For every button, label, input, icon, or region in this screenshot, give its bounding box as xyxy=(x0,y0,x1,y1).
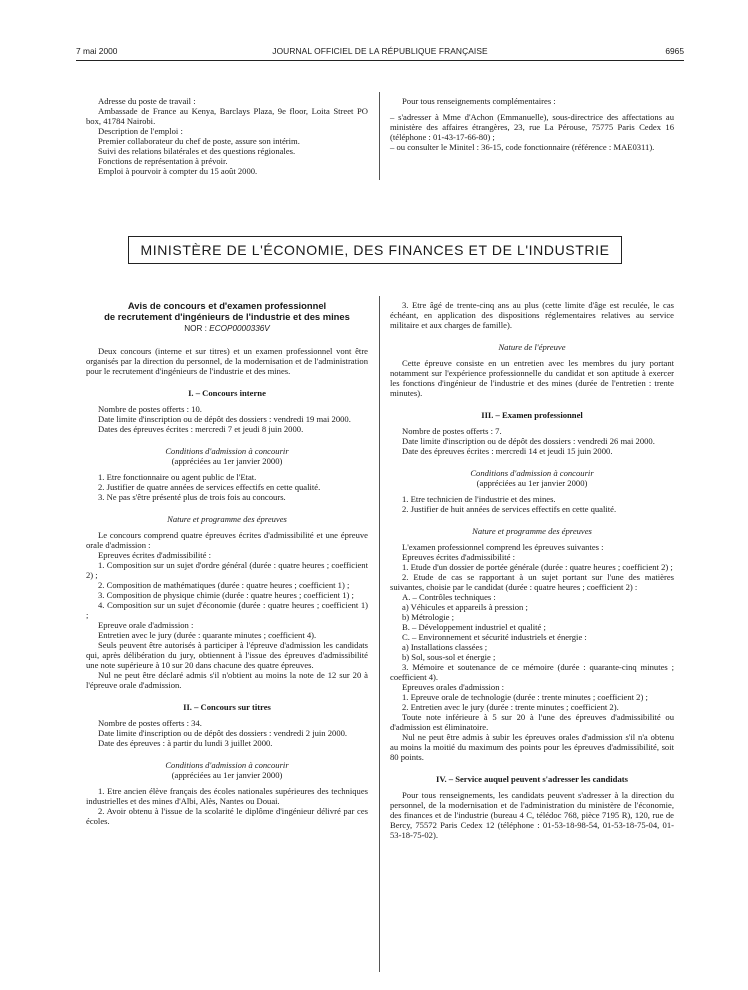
text-line: Nul ne peut être admis à subir les épreuves orales d'admission s'il n'a obtenu au moins la moitié du maximum des points pour les épreuves d'admissibilité, soit 80 points. xyxy=(390,732,674,762)
list-item: b) Sol, sous-sol et énergie ; xyxy=(402,652,496,662)
list-item: 1. Composition sur un sujet d'ordre général (durée : quatre heures ; coefficient 2) ; xyxy=(86,560,368,580)
page-number: 6965 xyxy=(665,46,684,56)
list-item: 1. Etude d'un dossier de portée générale (durée : quatre heures ; coefficient 2) ; xyxy=(402,562,673,572)
list-item: 3. Etre âgé de trente-cinq ans au plus (cette limite d'âge est reculée, le cas échéant, en application des dispositions réglementaires relatives au service militaire et aux charges de famille). xyxy=(390,300,674,330)
text-line: Pour tous renseignements, les candidats peuvent s'adresser à la direction du personnel, de la modernisation et de l'administration du ministère de l'économie, des finances et de l'industrie (bureau 4 C, télédoc 768, pièce 7195 R), 120, rue de Bercy, 75572 Paris Cedex 12 (téléphone : 01-53-18-98-54, 01-53-18-75-04, 01-53-18-75-02). xyxy=(390,790,674,840)
text-line: Suivi des relations bilatérales et des questions régionales. xyxy=(98,146,296,156)
text-line: Nul ne peut être déclaré admis s'il n'obtient au moins la note de 12 sur 20 à l'épreuve orale d'admission. xyxy=(86,670,368,690)
section-heading: III. – Examen professionnel xyxy=(481,410,583,420)
list-item: C. – Environnement et sécurité industriels et énergie : xyxy=(402,632,587,642)
main-left-column xyxy=(86,300,368,826)
list-item: 2. Entretien avec le jury (durée : trente minutes ; coefficient 2). xyxy=(402,702,619,712)
subheading-note: (appréciées au 1er janvier 2000) xyxy=(171,456,283,466)
column-divider xyxy=(379,296,380,972)
subheading: Conditions d'admission à concourir xyxy=(165,446,289,456)
list-item: 3. Composition de physique chimie (durée : quatre heures ; coefficient 1) ; xyxy=(98,590,354,600)
list-item: 1. Etre technicien de l'industrie et des mines. xyxy=(402,494,556,504)
text-line: Fonctions de représentation à prévoir. xyxy=(98,156,228,166)
text-line: Le concours comprend quatre épreuves écrites d'admissibilité et une épreuve orale d'admission : xyxy=(86,530,368,550)
column-divider xyxy=(379,92,380,180)
header-date: 7 mai 2000 xyxy=(76,46,118,56)
notice-title: de recrutement d'ingénieurs de l'industrie et des mines xyxy=(104,311,350,322)
text-line: Date des épreuves écrites : mercredi 14 et jeudi 15 juin 2000. xyxy=(402,446,613,456)
subheading: Nature et programme des épreuves xyxy=(472,526,592,536)
intro-paragraph: Deux concours (interne et sur titres) et un examen professionnel vont être organisés par la direction du personnel, de la modernisation et de l'administration pour le recrutement d'ingénieurs de l'industrie et des mines. xyxy=(86,346,368,376)
list-item: a) Installations classées ; xyxy=(402,642,488,652)
subheading: Nature de l'épreuve xyxy=(498,342,566,352)
subheading: Conditions d'admission à concourir xyxy=(165,760,289,770)
list-item: 1. Etre ancien élève français des écoles nationales supérieures des techniques industrielles et des mines d'Albi, Alès, Nantes ou Douai. xyxy=(86,786,368,806)
notice-title: Avis de concours et d'examen professionnel xyxy=(127,300,327,311)
list-item: 4. Composition sur un sujet d'économie (durée : quatre heures ; coefficient 1) ; xyxy=(86,600,368,620)
subheading: Nature et programme des épreuves xyxy=(167,514,287,524)
text-line: Cette épreuve consiste en un entretien avec les membres du jury portant notamment sur l'expérience professionnelle du candidat et son aptitude à exercer les fonctions d'ingénieur de l'industrie et des mines (durée de l'entretien : trente minutes). xyxy=(390,358,674,398)
text-line: Adresse du poste de travail : xyxy=(98,96,196,106)
nor-label: NOR : xyxy=(184,324,210,333)
list-item: 1. Etre fonctionnaire ou agent public de l'Etat. xyxy=(98,472,257,482)
list-item: 2. Justifier de quatre années de services effectifs en cette qualité. xyxy=(98,482,321,492)
text-line: Epreuve orale d'admission : xyxy=(98,620,194,630)
header-rule xyxy=(76,60,684,61)
list-item: b) Métrologie ; xyxy=(402,612,455,622)
list-item: – ou consulter le Minitel : 36-15, code fonctionnaire (référence : MAE0311). xyxy=(390,142,655,152)
text-line: Dates des épreuves écrites : mercredi 7 et jeudi 8 juin 2000. xyxy=(98,424,304,434)
text-line: Epreuves écrites d'admissibilité : xyxy=(98,550,211,560)
subheading-note: (appréciées au 1er janvier 2000) xyxy=(171,770,283,780)
list-item: 2. Etude de cas se rapportant à un sujet portant sur l'une des matières suivantes, choisie par le candidat (durée : quatre heures ; coefficient 2) : xyxy=(390,572,674,592)
text-line: Description de l'emploi : xyxy=(98,126,183,136)
section-heading: IV. – Service auquel peuvent s'adresser les candidats xyxy=(436,774,628,784)
subheading-note: (appréciées au 1er janvier 2000) xyxy=(476,478,588,488)
text-line: Seuls peuvent être autorisés à participer à l'épreuve d'admission les candidats qui, après délibération du jury, obtiennent à l'issue des épreuves d'admissibilité une note supérieure à 10 sur 20 dans chacune des quatre épreuves. xyxy=(86,640,368,670)
list-item: 2. Composition de mathématiques (durée : quatre heures ; coefficient 1) ; xyxy=(98,580,350,590)
list-item: a) Véhicules et appareils à pression ; xyxy=(402,602,528,612)
text-line: Pour tous renseignements complémentaires : xyxy=(402,96,556,106)
list-item: 2. Justifier de huit années de services effectifs en cette qualité. xyxy=(402,504,617,514)
text-line: Epreuves écrites d'admissibilité : xyxy=(402,552,515,562)
top-right-column xyxy=(390,96,674,152)
list-item: 1. Epreuve orale de technologie (durée : trente minutes ; coefficient 2) ; xyxy=(402,692,648,702)
text-line: Date des épreuves : à partir du lundi 3 juillet 2000. xyxy=(98,738,273,748)
top-left-column xyxy=(86,96,368,176)
text-line: Date limite d'inscription ou de dépôt des dossiers : vendredi 26 mai 2000. xyxy=(402,436,655,446)
nor-code: ECOP0000336V xyxy=(209,324,270,333)
list-item: 2. Avoir obtenu à l'issue de la scolarité le diplôme d'ingénieur délivré par ces écoles. xyxy=(86,806,368,826)
text-line: L'examen professionnel comprend les épreuves suivantes : xyxy=(402,542,604,552)
text-line: Ambassade de France au Kenya, Barclays Plaza, 9e floor, Loita Street PO box, 41784 Nairobi. xyxy=(86,106,368,126)
section-heading: II. – Concours sur titres xyxy=(183,702,271,712)
nor-reference xyxy=(86,324,368,334)
text-line: Date limite d'inscription ou de dépôt des dossiers : vendredi 19 mai 2000. xyxy=(98,414,351,424)
text-line: Entretien avec le jury (durée : quarante minutes ; coefficient 4). xyxy=(98,630,317,640)
text-line: Nombre de postes offerts : 34. xyxy=(98,718,202,728)
text-line: Nombre de postes offerts : 7. xyxy=(402,426,502,436)
list-item: B. – Développement industriel et qualité ; xyxy=(402,622,546,632)
subheading: Conditions d'admission à concourir xyxy=(470,468,594,478)
page-header xyxy=(76,46,684,60)
section-heading: I. – Concours interne xyxy=(188,388,266,398)
main-right-column xyxy=(390,300,674,840)
list-item: 3. Mémoire et soutenance de ce mémoire (durée : quarante-cinq minutes ; coefficient 4). xyxy=(390,662,674,682)
text-line: Date limite d'inscription ou de dépôt des dossiers : vendredi 2 juin 2000. xyxy=(98,728,348,738)
text-line: Nombre de postes offerts : 10. xyxy=(98,404,202,414)
text-line: Toute note inférieure à 5 sur 20 à l'une des épreuves d'admissibilité ou d'admission est éliminatoire. xyxy=(390,712,674,732)
list-item: A. – Contrôles techniques : xyxy=(402,592,496,602)
list-item: 3. Ne pas s'être présenté plus de trois fois au concours. xyxy=(98,492,286,502)
journal-title: JOURNAL OFFICIEL DE LA RÉPUBLIQUE FRANÇAISE xyxy=(272,46,488,56)
text-line: Epreuves orales d'admission : xyxy=(402,682,505,692)
list-item: – s'adresser à Mme d'Achon (Emmanuelle), sous-directrice des affectations au ministère des affaires étrangères, 23, rue La Pérouse, 75775 Paris Cedex 16 (téléphone : 01-43-17-66-80) ; xyxy=(390,112,674,142)
text-line: Emploi à pourvoir à compter du 15 août 2000. xyxy=(98,166,258,176)
ministry-heading: MINISTÈRE DE L'ÉCONOMIE, DES FINANCES ET DE L'INDUSTRIE xyxy=(128,236,622,264)
text-line: Premier collaborateur du chef de poste, assure son intérim. xyxy=(98,136,300,146)
